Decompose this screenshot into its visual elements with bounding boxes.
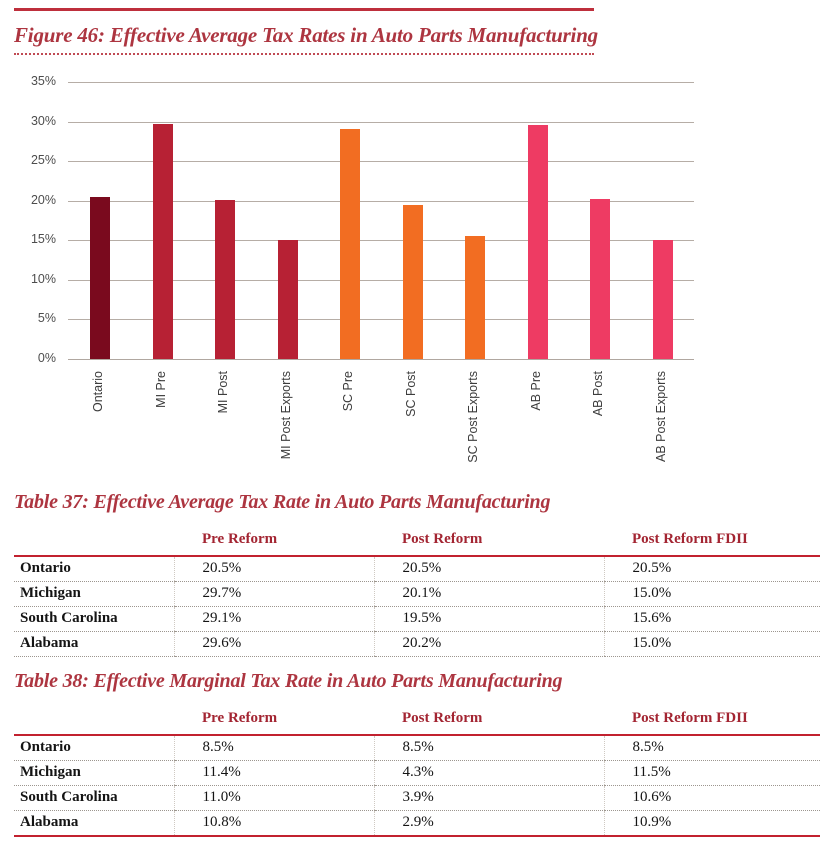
column-header: [14, 704, 174, 735]
row-label: Michigan: [14, 581, 174, 606]
row-label: Michigan: [14, 760, 174, 785]
figure-title: Figure 46: Effective Average Tax Rates in Auto Parts Manufacturing: [14, 22, 598, 47]
bar-ab-post: [590, 199, 610, 359]
cell-value: 15.0%: [604, 631, 820, 656]
table-38-title: Table 38: Effective Marginal Tax Rate in Auto Parts Manufacturing: [14, 669, 563, 692]
y-tick-label: 0%: [37, 350, 56, 365]
cell-value: 8.5%: [374, 735, 604, 761]
cell-value: 11.4%: [174, 760, 374, 785]
x-axis-label: MI Post Exports: [278, 370, 293, 459]
table-row: [14, 735, 820, 761]
table-37: [14, 525, 820, 657]
cell-value: 29.7%: [174, 581, 374, 606]
table-row: [14, 810, 820, 835]
y-tick-label: 5%: [37, 310, 56, 325]
table-row: [14, 760, 820, 785]
y-tick-label: 20%: [30, 192, 56, 207]
cell-value: 10.9%: [604, 810, 820, 835]
gridline: [68, 359, 694, 360]
row-label: Ontario: [14, 735, 174, 761]
table-37-title: Table 37: Effective Average Tax Rate in Auto Parts Manufacturing: [14, 490, 551, 513]
bar-ontario: [90, 197, 110, 359]
x-axis-label: MI Post: [216, 370, 230, 413]
cell-value: 20.5%: [174, 556, 374, 582]
column-header: Post Reform: [374, 704, 604, 735]
column-header: Pre Reform: [174, 525, 374, 556]
column-header: Post Reform FDII: [604, 704, 820, 735]
table-row: [14, 606, 820, 631]
figure-title-top-rule: [14, 8, 594, 11]
x-axis-label: SC Pre: [341, 370, 355, 411]
cell-value: 15.0%: [604, 581, 820, 606]
table-row: [14, 785, 820, 810]
y-tick-label: 15%: [30, 231, 56, 246]
bar-mi-pre: [153, 124, 173, 359]
table-38: [14, 704, 820, 835]
row-label: Alabama: [14, 631, 174, 656]
row-label: South Carolina: [14, 785, 174, 810]
bar-sc-post-exports: [465, 236, 485, 359]
x-axis-label: SC Post: [403, 370, 418, 417]
column-header: Post Reform: [374, 525, 604, 556]
table-row: [14, 556, 820, 582]
cell-value: 20.5%: [374, 556, 604, 582]
x-axis-label: AB Pre: [528, 370, 543, 411]
table-38-bottom-rule: [14, 835, 820, 838]
row-label: South Carolina: [14, 606, 174, 631]
row-label: Alabama: [20, 813, 79, 830]
x-axis-label: AB Post Exports: [653, 370, 668, 462]
x-axis-label: AB Post: [591, 370, 605, 416]
gridline: [68, 82, 694, 83]
table-row: [14, 631, 820, 656]
y-tick-label: 30%: [30, 113, 56, 128]
cell-value: 29.1%: [174, 606, 374, 631]
cell-value: 10.6%: [604, 785, 820, 810]
y-tick-label: 25%: [30, 152, 56, 167]
cell-value: 15.6%: [604, 606, 820, 631]
table-37-section: [0, 491, 835, 657]
column-header: Pre Reform: [174, 704, 374, 735]
table-38-section: [0, 670, 835, 838]
column-header: Post Reform FDII: [604, 525, 820, 556]
bar-mi-post-exports: [278, 240, 298, 359]
cell-value: 11.5%: [604, 760, 820, 785]
cell-value: 20.5%: [604, 556, 820, 582]
cell-value: 29.6%: [174, 631, 374, 656]
column-header: [14, 525, 174, 556]
cell-value: 4.3%: [374, 760, 604, 785]
cell-value: 20.2%: [374, 631, 604, 656]
bar-ab-pre: [528, 125, 548, 359]
table-row: [14, 581, 820, 606]
cell-value: 10.8%: [174, 810, 374, 835]
figure-title-dotted-rule: [14, 53, 594, 55]
cell-value: 20.1%: [374, 581, 604, 606]
x-axis-label: SC Post Exports: [466, 370, 480, 463]
bar-mi-post: [215, 200, 235, 359]
y-tick-label: 10%: [30, 271, 56, 286]
bar-chart: [0, 73, 835, 478]
x-axis-label: MI Pre: [153, 370, 168, 408]
bar-sc-post: [403, 205, 423, 359]
y-tick-label: 35%: [30, 73, 56, 88]
cell-value: 11.0%: [174, 785, 374, 810]
table-header-row: [14, 525, 820, 556]
table-header-row: [14, 704, 820, 735]
gridline: [68, 122, 694, 123]
row-label: Ontario: [14, 556, 174, 582]
cell-value: 3.9%: [374, 785, 604, 810]
x-axis-label: Ontario: [91, 370, 105, 412]
cell-value: 8.5%: [604, 735, 820, 761]
cell-value: 2.9%: [374, 810, 604, 835]
bar-ab-post-exports: [653, 240, 673, 359]
bar-sc-pre: [340, 129, 360, 359]
cell-value: 8.5%: [174, 735, 374, 761]
cell-value: 19.5%: [374, 606, 604, 631]
